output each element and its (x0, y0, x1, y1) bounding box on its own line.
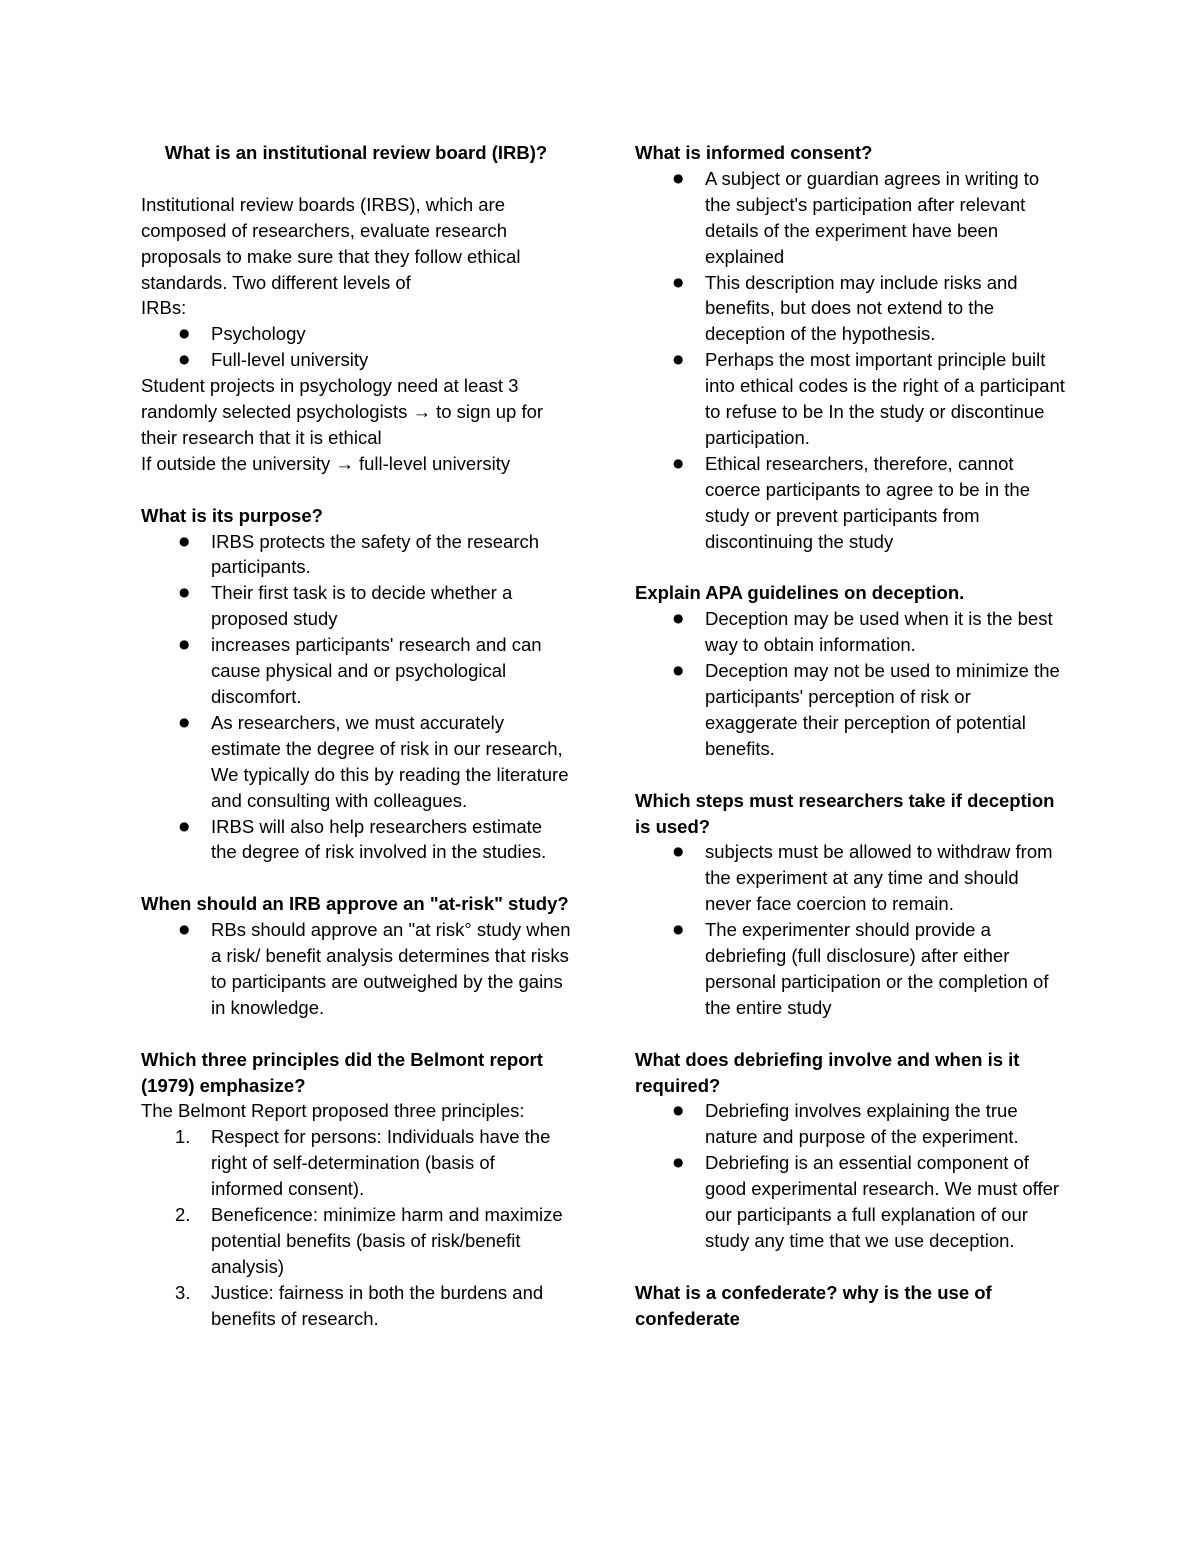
list-item: ● RBs should approve an "at risk° study when a risk/ benefit analysis determines that risks to participants are outweighed by the gains in knowledge. (141, 917, 571, 1021)
list-number: 2. (175, 1204, 191, 1226)
list-item: ● Their first task is to decide whether a proposed study (141, 580, 571, 632)
debriefing-heading: What does debriefing involve and when is it required? (635, 1048, 1020, 1096)
list-item-text: Justice: fairness in both the burdens and benefits of research. (211, 1281, 544, 1329)
purpose-list (141, 529, 571, 866)
list-number: 1. (175, 1126, 191, 1148)
debriefing-list (635, 1098, 1065, 1253)
confederate-heading: What is a confederate? why is the use of confederate (635, 1281, 992, 1329)
list-item: ● IRBS will also help researchers estimate the degree of risk involved in the studies. (141, 814, 571, 866)
irb-levels-list (141, 321, 571, 373)
list-item: ● Deception may not be used to minimize the participants' perception of risk or exaggerate their perception of potential benefits. (635, 658, 1065, 762)
list-item: ● As researchers, we must accurately estimate the degree of risk in our research, We typically do this by reading the literature and consulting with colleagues. (141, 710, 571, 814)
irb-paragraph: Institutional review boards (IRBS), which are composed of researchers, evaluate research proposals to make sure that they follow ethical standards. Two different levels of (141, 193, 521, 293)
outside-university-text: If outside the university → full-level university (141, 452, 511, 474)
list-item-text: Beneficence: minimize harm and maximize potential benefits (basis of risk/benefit analysis) (211, 1204, 563, 1277)
belmont-principles-list (141, 1124, 571, 1331)
at-risk-list (141, 917, 571, 1021)
right-column (635, 140, 1065, 1332)
consent-list (635, 166, 1065, 555)
list-number: 3. (175, 1281, 191, 1303)
purpose-heading: What is its purpose? (141, 504, 323, 526)
irb-heading: What is an institutional review board (IRB)? (164, 142, 548, 163)
list-item: ● Debriefing is an essential component of good experimental research. We must offer our participants a full explanation of our study any time that we use deception. (635, 1150, 1065, 1254)
list-item (141, 1124, 571, 1202)
list-item: ● Psychology (141, 321, 571, 347)
list-item: ● Debriefing involves explaining the true nature and purpose of the experiment. (635, 1098, 1065, 1150)
belmont-heading: Which three principles did the Belmont report (1979) emphasize? (141, 1048, 543, 1096)
student-projects-text: Student projects in psychology need at least 3 randomly selected psychologists → to sign up for their research that it is ethical (141, 375, 544, 448)
deception-steps-heading: Which steps must researchers take if deception (635, 789, 1055, 811)
belmont-intro: The Belmont Report proposed three principles: (141, 1100, 525, 1122)
list-item: ● A subject or guardian agrees in writing to the subject's participation after relevant details of the experiment have been explained (635, 166, 1065, 270)
left-column (141, 140, 571, 1332)
list-item: ● Full-level university (141, 347, 571, 373)
irb-levels-label: IRBs: (141, 297, 187, 319)
consent-heading: What is informed consent? (635, 142, 873, 163)
list-item: ● subjects must be allowed to withdraw from the experiment at any time and should never face coercion to remain. (635, 839, 1065, 917)
list-item (141, 1202, 571, 1280)
apa-heading: Explain APA guidelines on deception. (635, 582, 965, 604)
list-item: ● The experimenter should provide a debriefing (full disclosure) after either personal participation or the completion of the entire study (635, 917, 1065, 1021)
list-item: ● increases participants' research and can cause physical and or psychological discomfort. (141, 632, 571, 710)
list-item: ● IRBS protects the safety of the research participants. (141, 529, 571, 581)
at-risk-heading: When should an IRB approve an "at-risk" study? (141, 893, 569, 915)
list-item: ● This description may include risks and benefits, but does not extend to the deception of the hypothesis. (635, 270, 1065, 348)
list-item: ● Deception may be used when it is the best way to obtain information. (635, 606, 1065, 658)
list-item: ● Perhaps the most important principle built into ethical codes is the right of a participant to refuse to be In the study or discontinue participation. (635, 347, 1065, 451)
deception-steps-heading-cont: is used? (635, 815, 711, 837)
deception-steps-list (635, 839, 1065, 1020)
list-item-text: Respect for persons: Individuals have the right of self-determination (basis of informed consent). (211, 1126, 551, 1200)
list-item (141, 1280, 571, 1332)
apa-list (635, 606, 1065, 761)
list-item: ● Ethical researchers, therefore, cannot coerce participants to agree to be in the study or prevent participants from discontinuing the study (635, 451, 1065, 555)
